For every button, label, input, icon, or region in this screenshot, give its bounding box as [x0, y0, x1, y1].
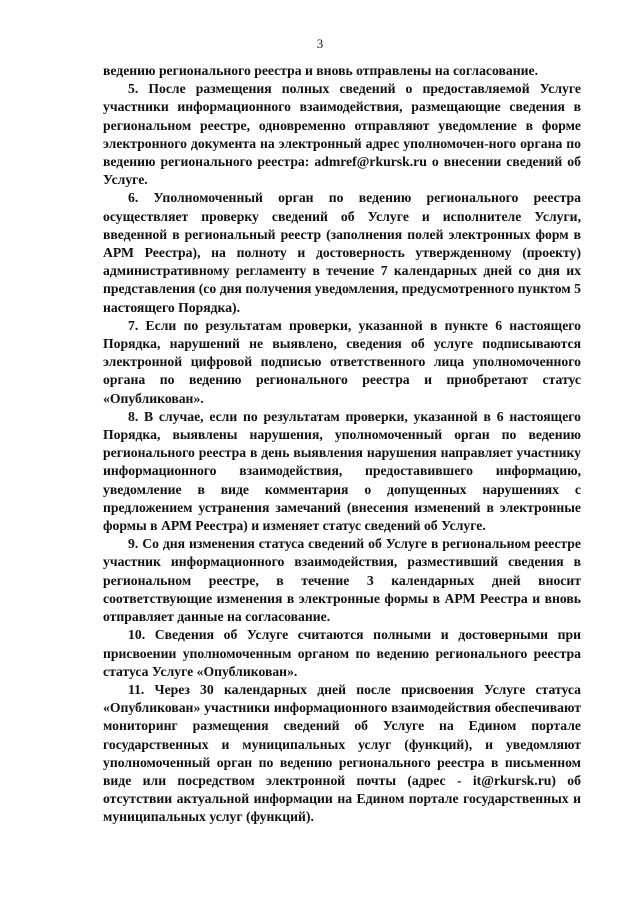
paragraph-6: 6. Уполномоченный орган по ведению регионального реестра осуществляет проверку сведений об Услуге и исполнителе Услуги, введенной в региональный реестр (заполнения полей электронных форм в АРМ Реестра), на полноту и достоверность утвержденному (проекту) административному регламенту в течение 7 календарных дней со дня их представления (со дня получения уведомления, предусмотренного пунктом 5 настоящего Порядка). — [103, 190, 581, 315]
paragraph-7: 7. Если по результатам проверки, указанной в пункте 6 настоящего Порядка, нарушений не выявлено, сведения об услуге подписываются электронной цифровой подписью ответственного лица уполномоченного органа по ведению регионального реестра и приобретают статус «Опубликован». — [103, 317, 581, 406]
paragraph-11: 11. Через 30 календарных дней после присвоения Услуге статуса «Опубликован» участники информационного взаимодействия обеспечивают мониторинг размещения сведений об Услуге на Едином портале государственных и муниципальных услуг (функций), и уведомляют уполномоченный орган по ведению регионального реестра в письменном виде или посредством электронной почты (адрес - it@rkursk.ru) об отсутствии актуальной информации на Едином портале государственных и муниципальных услуг (функций). — [103, 681, 581, 825]
paragraph-10: 10. Сведения об Услуге считаются полными и достоверными при присвоении уполномоченным органом по ведению регионального реестра статуса Услуге «Опубликован». — [103, 627, 581, 679]
paragraph-continuation: ведению регионального реестра и вновь отправлены на согласование. — [103, 63, 539, 78]
paragraph-5: 5. После размещения полных сведений о предоставляемой Услуге участники информационного взаимодействия, размещающие сведения в региональном реестре, одновременно отправляют уведомление в форме электронного документа на электронный адрес уполномочен-ного органа по ведению регионального реестра: admref@rkursk.ru о внесении сведений об Услуге. — [103, 81, 581, 188]
page-number: 3 — [316, 36, 324, 51]
paragraph-8: 8. В случае, если по результатам проверки, указанной в 6 настоящего Порядка, выявлены нарушения, уполномоченный орган по ведению регионального реестра в день выявления нарушения направляет участнику информационного взаимодействия, предоставившего информацию, уведомление в виде комментария о допущенных нарушениях с предложением устранения замечаний (внесения изменений в электронные формы в АРМ Реестра) и изменяет статус сведений об Услуге. — [103, 408, 581, 534]
paragraph-9: 9. Со дня изменения статуса сведений об Услуге в региональном реестре участник информационного взаимодействия, разместивший сведения в региональном реестре, в течение 3 календарных дней вносит соответствующие изменения в электронные формы в АРМ Реестра и вновь отправляет данные на согласование. — [103, 536, 581, 625]
document-body — [103, 62, 581, 827]
